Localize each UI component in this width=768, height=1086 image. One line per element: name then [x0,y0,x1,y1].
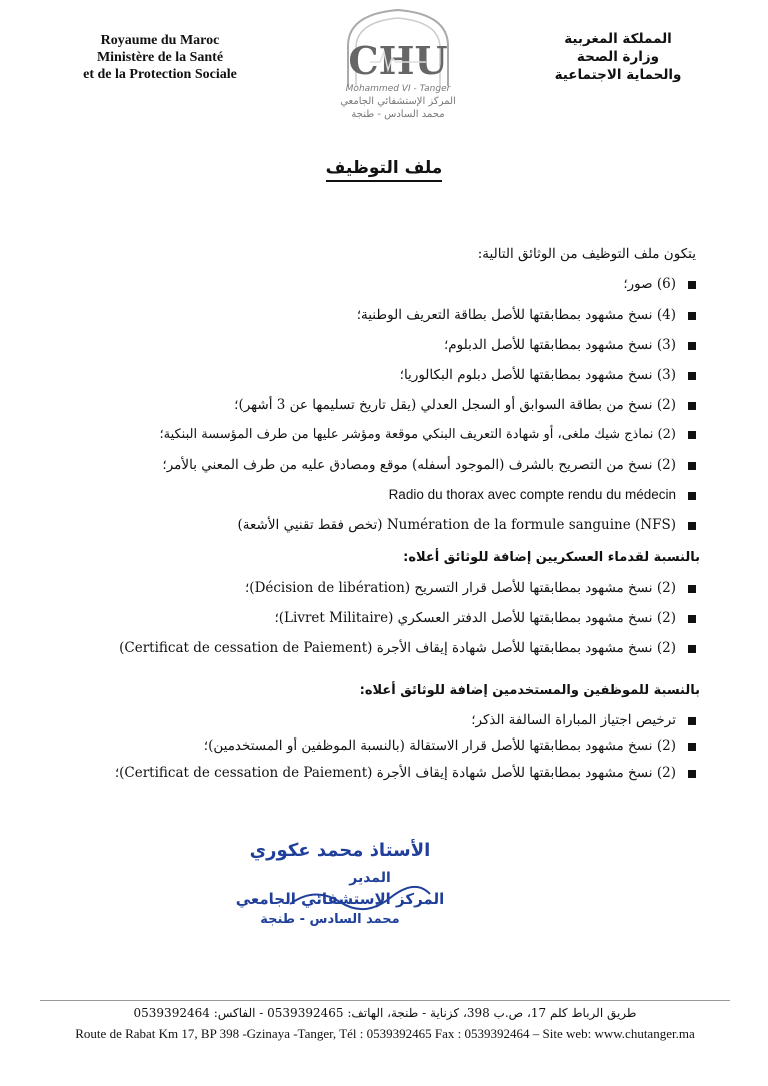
footer-divider [40,1000,730,1001]
list-item: (2) نماذج شيك ملغى، أو شهادة التعريف البنكي موقعة ومؤشر عليها من طرف المؤسسة البنكية؛ [159,427,696,442]
header-french [40,32,280,83]
signature-scribble-icon [285,884,435,914]
logo-name-fr: Mohammed VI - Tanger [345,84,451,94]
logo-arch-icon [308,6,488,126]
bullet-icon [688,402,696,410]
bullet-icon [688,342,696,350]
list-item: (2) نسخ مشهود بمطابقتها للأصل شهادة إيقاف الأجرة (Certificat de cessation de Paiement) [119,640,696,656]
list-item: (2) نسخ من بطاقة السوابق أو السجل العدلي (يقل تاريخ تسليمها عن 3 أشهر)؛ [234,397,696,413]
list-item: (2) نسخ مشهود بمطابقتها للأصل الدفتر العسكري (Livret Militaire)؛ [274,610,696,626]
logo-name-ar-2: محمد السادس - طنجة [351,109,445,120]
footer-address-french: Route de Rabat Km 17, BP 398 -Gzinaya -Tanger, Tél : 0539392465 Fax : 0539392464 – Site web: www.chutanger.ma [75,1026,695,1041]
list-item: (6) صور؛ [623,276,696,292]
header-arabic [508,30,728,84]
list-item: Radio du thorax avec compte rendu du médecin [389,487,696,503]
logo-letters: CHU [348,38,448,83]
bullet-icon [688,770,696,778]
header-fr-line-1: Royaume du Maroc [100,33,220,48]
list-item: (3) نسخ مشهود بمطابقتها للأصل الدبلوم؛ [444,337,696,353]
signature-title: المدير [349,870,391,886]
logo-name-ar-1: المركز الإستشفائي الجامعي [340,96,456,107]
signature-name: الأستاذ محمد عكوري [249,840,431,861]
bullet-icon [688,645,696,653]
bullet-icon [688,312,696,320]
list-item: (3) نسخ مشهود بمطابقتها للأصل دبلوم البكالوريا؛ [400,367,696,383]
footer-address-arabic: طريق الرباط كلم 17، ص.ب 398، كزناية - طنجة، الهاتف: 0539392465 - الفاكس: 0539392464 [133,1006,637,1020]
header-fr-line-3: et de la Protection Sociale [83,67,237,82]
bullet-icon [688,743,696,751]
section-employees-heading: بالنسبة للموظفين والمستخدمين إضافة للوثائق أعلاه: [359,683,700,698]
page-title: ملف التوظيف [0,158,768,178]
bullet-icon [688,462,696,470]
bullet-icon [688,372,696,380]
chu-logo [308,6,488,126]
bullet-icon [688,522,696,530]
list-item: ترخيص اجتياز المباراة السالفة الذكر؛ [471,712,696,728]
header-ar-line-1: المملكة المغربية [564,31,672,47]
list-item: (2) نسخ من التصريح بالشرف (الموجود أسفله) موقع ومصادق عليه من طرف المعني بالأمر؛ [162,457,696,473]
list-item: (2) نسخ مشهود بمطابقتها للأصل شهادة إيقاف الأجرة (Certificat de cessation de Paiement)؛ [115,765,696,781]
bullet-icon [688,492,696,500]
director-signature-stamp [225,832,455,942]
intro-text: يتكون ملف التوظيف من الوثائق التالية: [477,246,696,262]
bullet-icon [688,615,696,623]
list-item: (2) نسخ مشهود بمطابقتها للأصل قرار الاستقالة (بالنسبة الموظفين أو المستخدمين)؛ [204,738,696,754]
list-item: (4) نسخ مشهود بمطابقتها للأصل بطاقة التعريف الوطنية؛ [357,307,696,323]
list-item: (2) نسخ مشهود بمطابقتها للأصل قرار التسريح (Décision de libération)؛ [245,580,696,596]
header-fr-line-2: Ministère de la Santé [96,50,224,65]
signature-institution: المركز الإستشفائي الجامعي [235,890,445,908]
signature-city: محمد السادس - طنجة [260,912,400,927]
bullet-icon [688,281,696,289]
list-item: Numération de la formule sanguine (NFS) (تخص فقط تقنيي الأشعة) [238,517,696,533]
bullet-icon [688,717,696,725]
section-military-heading: بالنسبة لقدماء العسكريين إضافة للوثائق أعلاه: [403,550,700,565]
header-ar-line-3: والحماية الاجتماعية [554,67,682,83]
bullet-icon [688,431,696,439]
bullet-icon [688,585,696,593]
header-ar-line-2: وزارة الصحة [576,49,660,65]
